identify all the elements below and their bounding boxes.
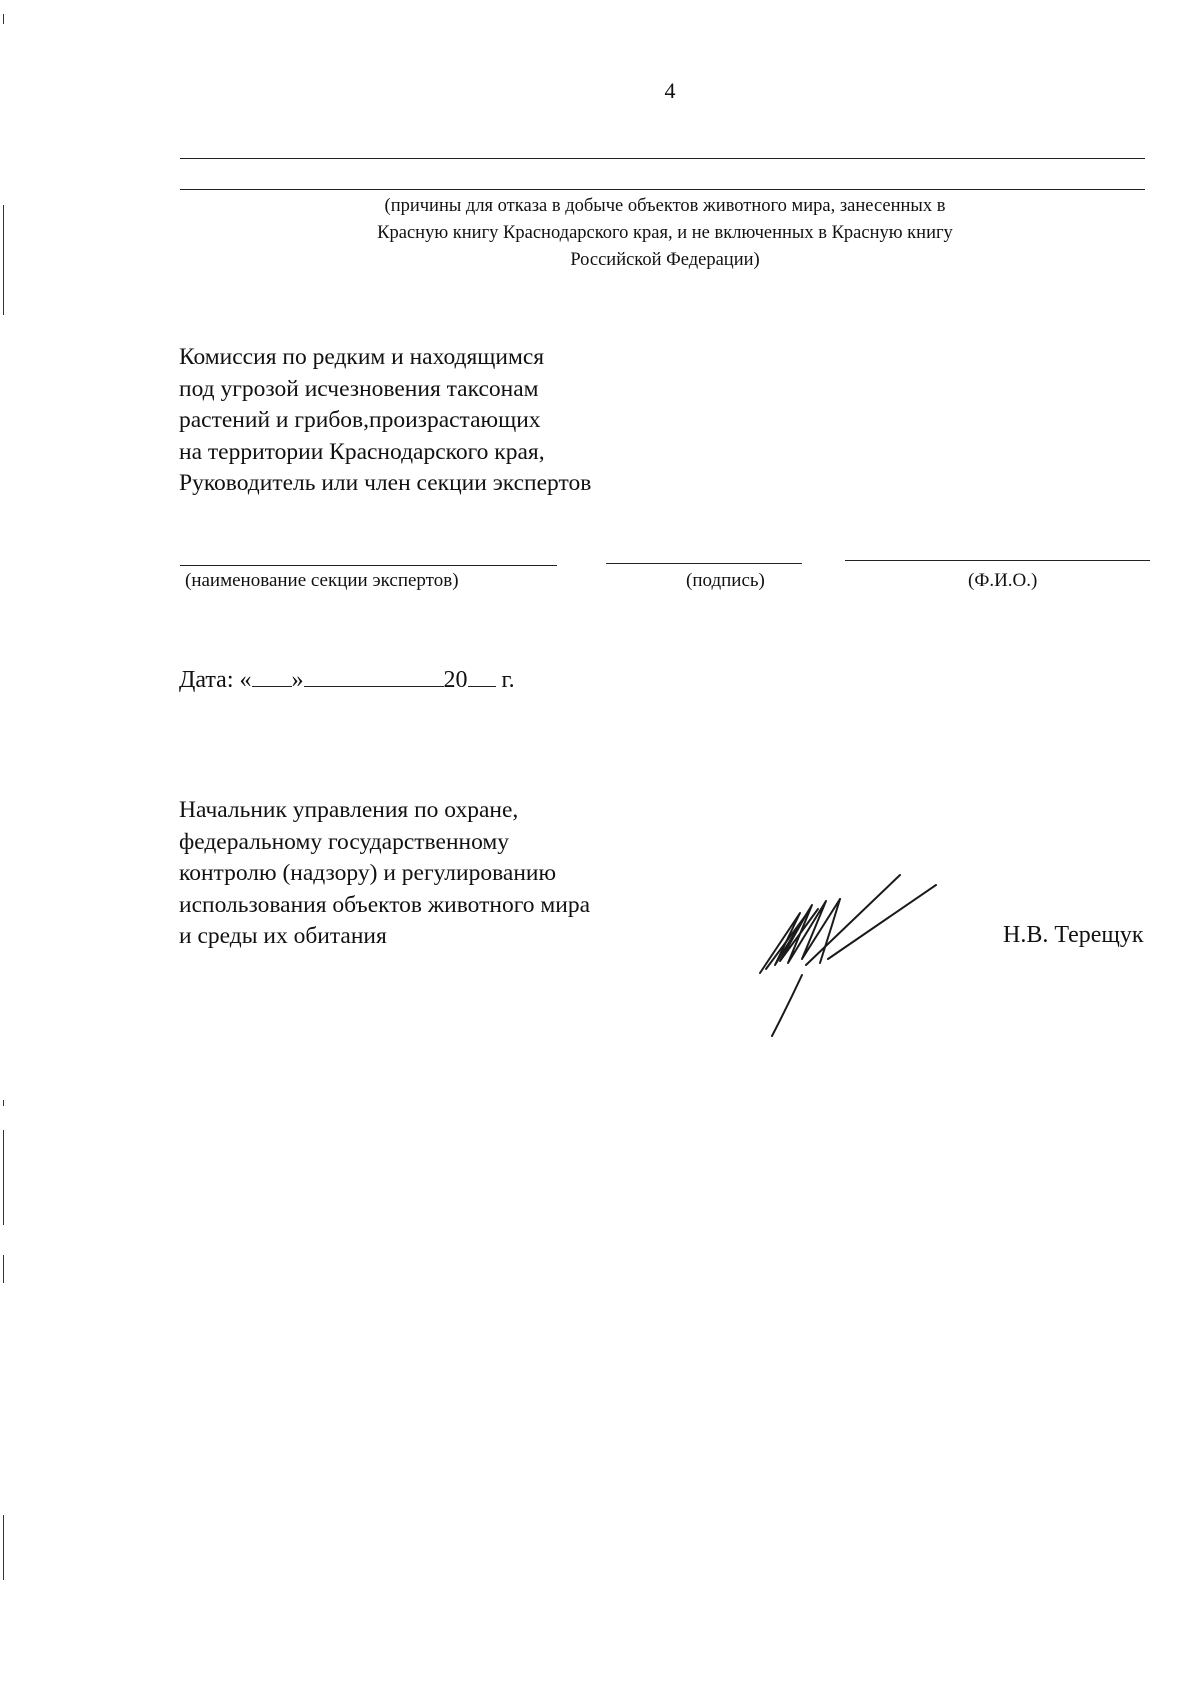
commission-line-1: Комиссия по редким и находящимся bbox=[179, 344, 545, 370]
head-line-1: Начальник управления по охране, bbox=[179, 797, 519, 823]
signature-caption: (подпись) bbox=[686, 570, 765, 591]
head-line-3: контролю (надзору) и регулированию bbox=[179, 860, 557, 886]
reason-line-2 bbox=[180, 189, 1145, 190]
scan-edge-mark bbox=[3, 1255, 4, 1283]
commission-line-5: Руководитель или член секции экспертов bbox=[179, 470, 592, 496]
scan-edge-mark bbox=[3, 1515, 4, 1580]
scan-edge-mark bbox=[3, 1130, 4, 1225]
section-name-caption: (наименование секции экспертов) bbox=[185, 570, 459, 591]
head-title-block bbox=[179, 795, 590, 953]
date-day-blank bbox=[252, 664, 292, 687]
page-number: 4 bbox=[664, 78, 676, 103]
scan-edge-mark bbox=[3, 1100, 4, 1106]
date-year-blank bbox=[468, 664, 496, 687]
date-month-blank bbox=[304, 664, 444, 687]
date-line bbox=[179, 664, 515, 694]
scan-edge-mark bbox=[3, 14, 4, 24]
date-year-suffix: г. bbox=[495, 667, 515, 693]
handwritten-signature bbox=[740, 855, 970, 1040]
commission-line-3: растений и грибов,произрастающих bbox=[179, 407, 541, 433]
date-label: Дата: « bbox=[179, 667, 252, 693]
head-line-5: и среды их обитания bbox=[179, 923, 387, 949]
reasons-caption-line-1: (причины для отказа в добыче объектов животного мира, занесенных в bbox=[384, 196, 946, 216]
commission-line-2: под угрозой исчезновения таксонам bbox=[179, 375, 539, 402]
reasons-caption bbox=[230, 193, 1100, 274]
signature-line bbox=[606, 563, 802, 564]
head-line-4: использования объектов животного мира bbox=[179, 891, 590, 918]
commission-line-4: на территории Краснодарского края, bbox=[179, 438, 545, 465]
reasons-caption-line-3: Российской Федерации) bbox=[570, 250, 760, 270]
fio-caption: (Ф.И.О.) bbox=[968, 570, 1038, 591]
date-close-quote: » bbox=[291, 667, 304, 693]
head-line-2: федеральному государственному bbox=[179, 828, 510, 855]
section-name-line bbox=[180, 565, 557, 566]
signer-name: Н.В. Терещук bbox=[1003, 922, 1144, 948]
date-year-prefix: 20 bbox=[443, 667, 468, 693]
reasons-caption-line-2: Красную книгу Краснодарского края, и не включенных в Красную книгу bbox=[377, 223, 953, 243]
fio-line bbox=[845, 560, 1150, 561]
scan-edge-mark bbox=[3, 205, 4, 315]
commission-block bbox=[179, 342, 591, 500]
reason-line-1 bbox=[180, 158, 1145, 159]
